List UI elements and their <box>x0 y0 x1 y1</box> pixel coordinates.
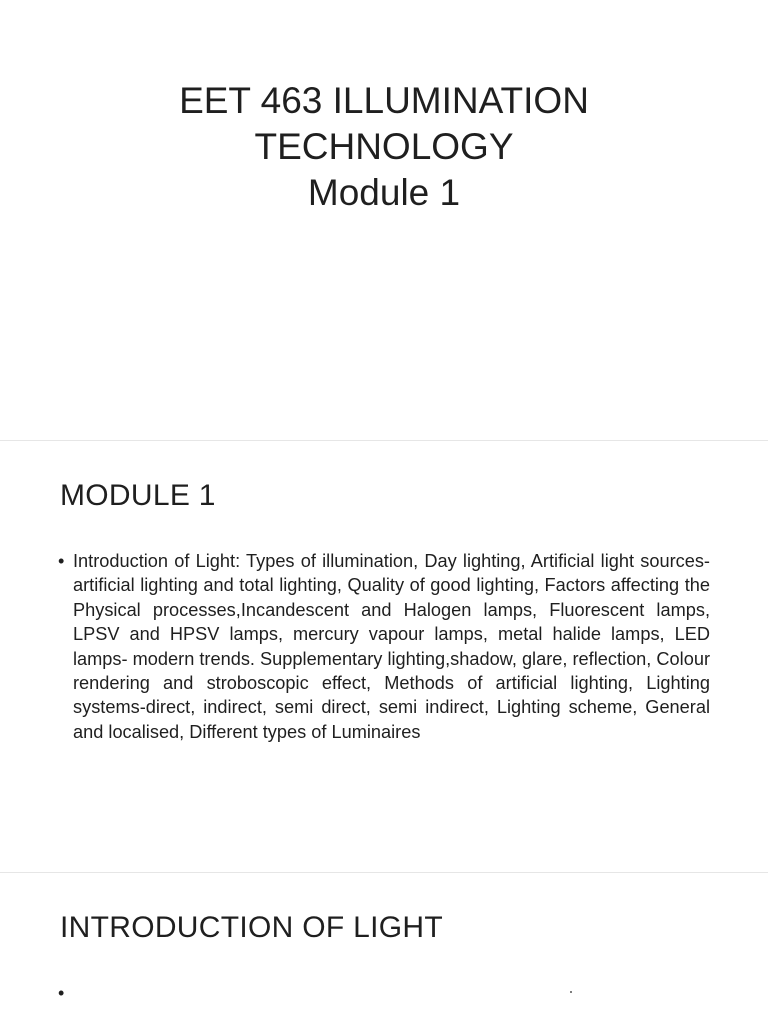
bullet-list <box>58 549 710 744</box>
bullet-item: • Introduction of Light: Types of illumination, Day lighting, Artificial light sources- artificial lighting and total lighting, Quality of good lighting, Factors affecting the Physical processes,Incandescent and Halogen lamps, Fluorescent lamps, LPSV and HPSV lamps, mercury vapour lamps, metal halide lamps, LED lamps- modern trends. Supplementary lighting,shadow, glare, reflection, Colour rendering and stroboscopic effect, Methods of artificial lighting, Lighting systems-direct, indirect, semi direct, semi indirect, Lighting scheme, General and localised, Different types of Luminaires <box>58 549 710 744</box>
slide-title <box>0 0 768 440</box>
slide-heading: MODULE 1 <box>60 479 216 512</box>
empty-bullet: • <box>58 983 65 1003</box>
title-line-2: TECHNOLOGY <box>254 126 514 167</box>
stray-dot <box>570 991 572 993</box>
slide-heading: INTRODUCTION OF LIGHT <box>60 911 443 944</box>
slide-introduction-of-light <box>0 872 768 1024</box>
slide-module-1 <box>0 440 768 873</box>
title-line-3: Module 1 <box>307 172 461 213</box>
title-line-1: EET 463 ILLUMINATION <box>179 80 589 121</box>
presentation-title <box>0 78 768 216</box>
